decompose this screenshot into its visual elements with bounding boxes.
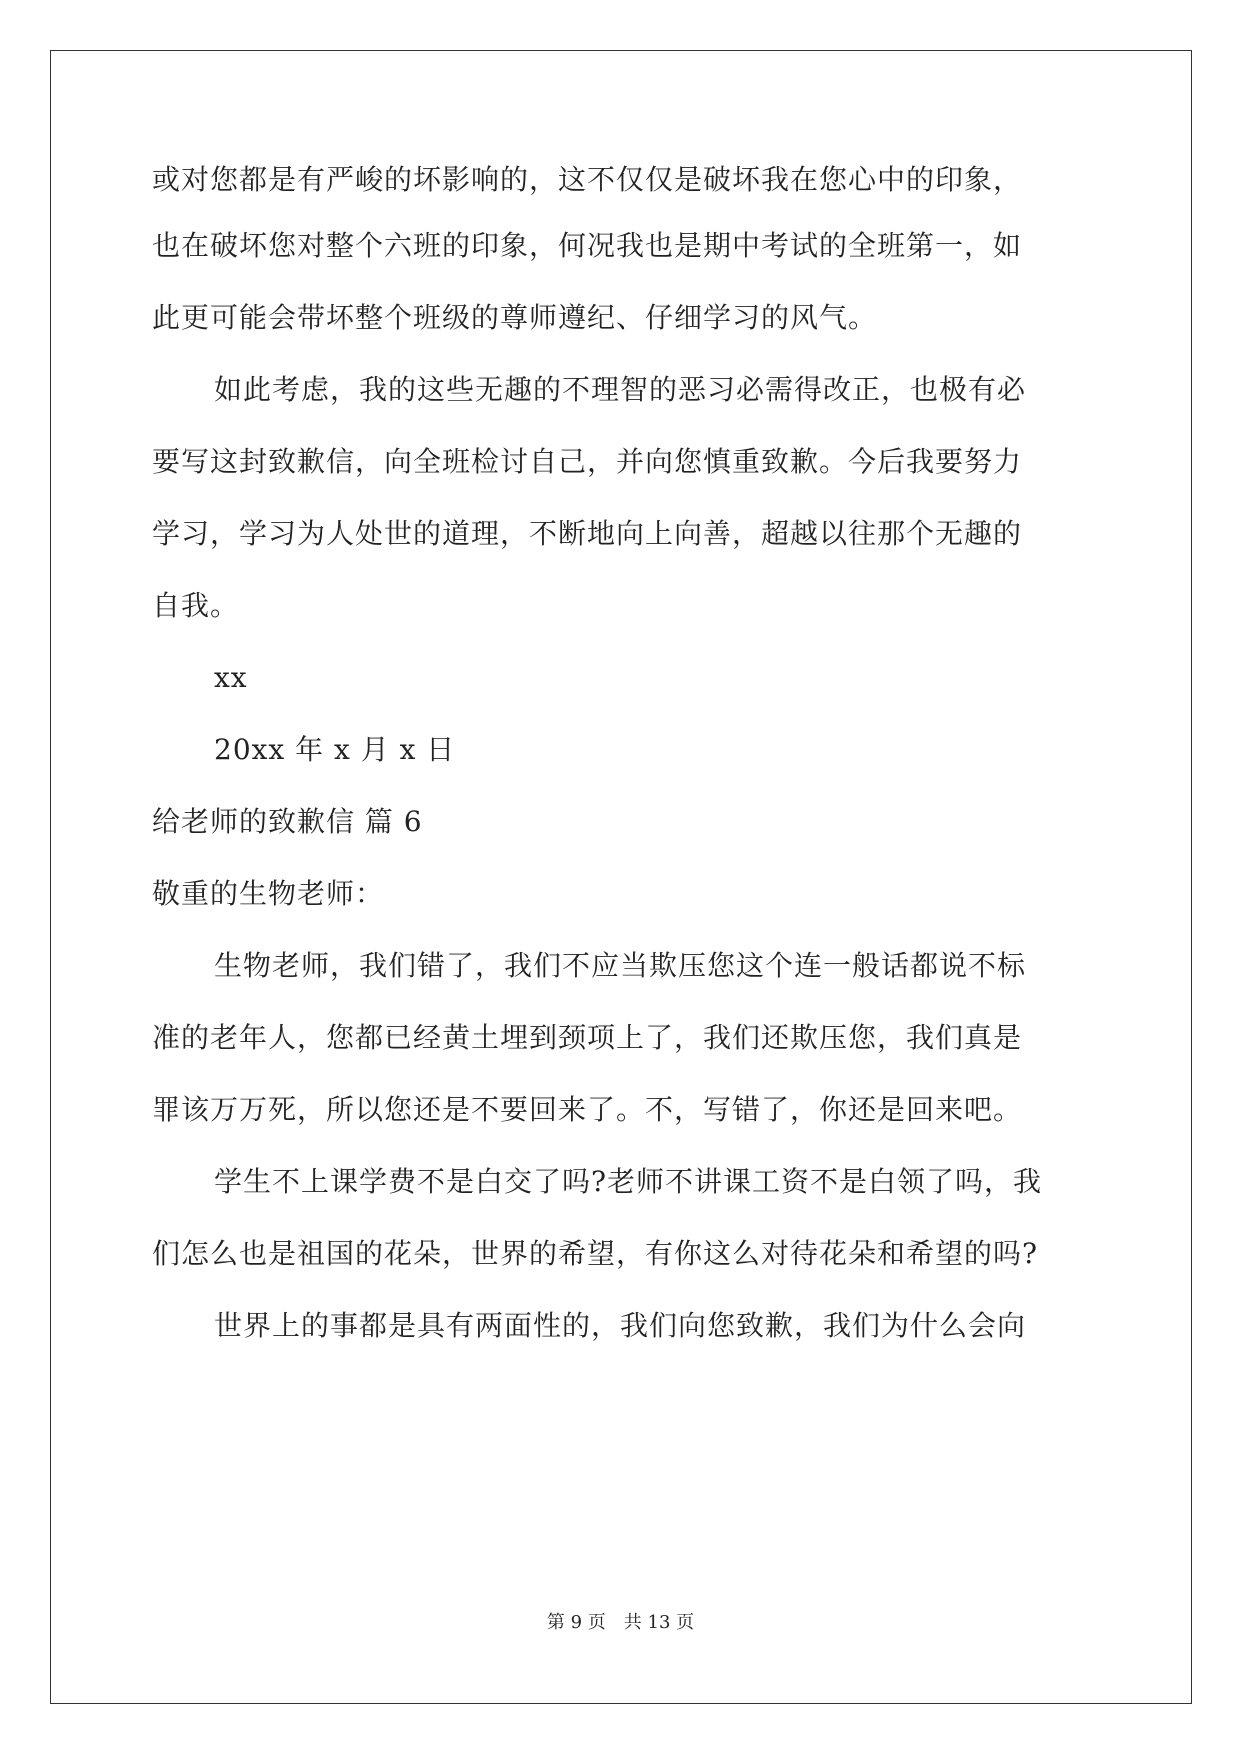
body-line-3: 此更可能会带坏整个班级的尊师遵纪、仔细学习的风气。	[152, 301, 878, 334]
body-line-12: 们怎么也是祖国的花朵，世界的希望，有你这么对待花朵和希望的吗?	[152, 1237, 1039, 1270]
signature-name: xx	[214, 661, 248, 694]
section-heading: 给老师的致歉信 篇 6	[152, 805, 423, 838]
body-line-4: 如此考虑，我的这些无趣的不理智的恶习必需得改正，也极有必	[214, 373, 1027, 406]
body-line-9: 准的老年人，您都已经黄土埋到颈项上了，我们还欺压您，我们真是	[152, 1021, 1023, 1054]
signature-date: 20xx 年 x 月 x 日	[214, 733, 456, 766]
body-line-6: 学习，学习为人处世的道理，不断地向上向善，超越以往那个无趣的	[152, 517, 1023, 550]
body-line-8: 生物老师，我们错了，我们不应当欺压您这个连一般话都说不标	[214, 949, 1027, 982]
page-number-footer: 第 9 页 共 13 页	[546, 1612, 695, 1633]
body-line-1: 或对您都是有严峻的坏影响的，这不仅仅是破坏我在您心中的印象，	[152, 163, 1023, 196]
body-line-7: 自我。	[152, 589, 240, 622]
body-line-10: 罪该万万死，所以您还是不要回来了。不，写错了，你还是回来吧。	[152, 1093, 1023, 1126]
body-line-5: 要写这封致歉信，向全班检讨自己，并向您慎重致歉。今后我要努力	[152, 445, 1023, 478]
salutation: 敬重的生物老师：	[152, 877, 385, 910]
body-line-13: 世界上的事都是具有两面性的，我们向您致歉，我们为什么会向	[214, 1309, 1027, 1342]
body-line-11: 学生不上课学费不是白交了吗?老师不讲课工资不是白领了吗，我	[214, 1165, 1043, 1198]
body-line-2: 也在破坏您对整个六班的印象，何况我也是期中考试的全班第一，如	[152, 229, 1023, 262]
